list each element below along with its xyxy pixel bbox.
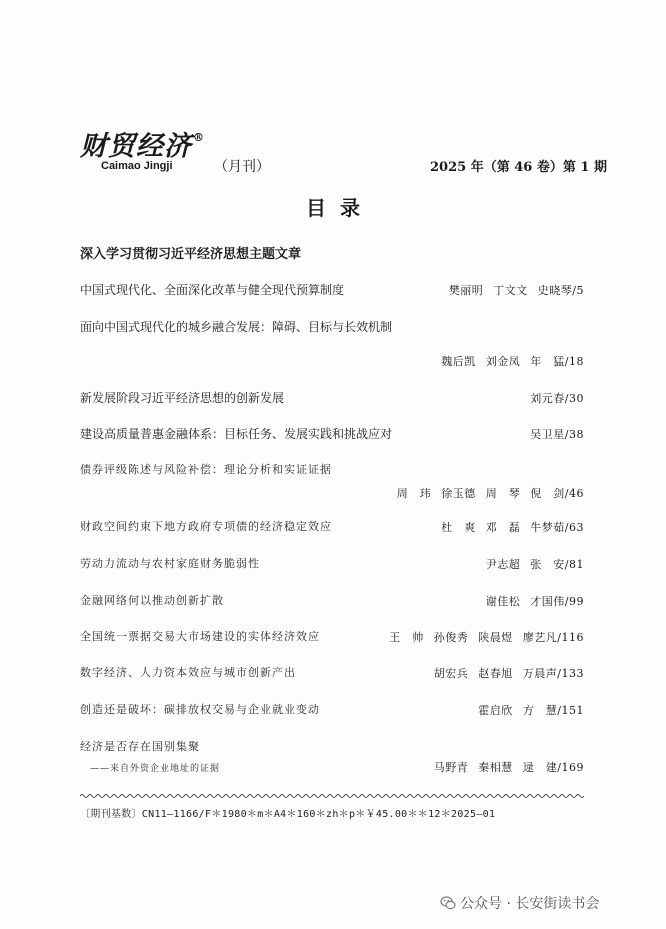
author: 吴卫星/38 — [530, 428, 584, 441]
author: 霍启欣 — [478, 704, 513, 717]
wechat-icon — [440, 895, 456, 911]
wechat-watermark — [440, 893, 599, 913]
author: 马野青 — [433, 761, 469, 774]
toc-entry-title[interactable]: 劳动力流动与农村家庭财务脆弱性 — [80, 557, 260, 570]
toc-entry-authors — [434, 665, 584, 681]
author: 才国伟/99 — [530, 595, 584, 608]
author: 尹志超 — [485, 558, 521, 571]
toc-entry-title[interactable]: 数字经济、人力资本效应与城市创新产出 — [80, 666, 296, 679]
toc-entry-authors — [397, 485, 584, 501]
toc-entry-title[interactable]: 新发展阶段习近平经济思想的创新发展 — [80, 391, 285, 405]
author: 周 琴 — [485, 487, 521, 500]
author: 王 帅 — [389, 631, 424, 644]
author: 刘元春/30 — [530, 392, 584, 405]
author: 樊丽明 — [448, 284, 484, 297]
author: 孙俊秀 — [433, 631, 469, 644]
periodical-code: 〔期刊基数〕CN11—1166/F＊1980＊m＊A4＊160＊zh＊p＊￥45.00＊＊12＊2025—01 — [80, 809, 496, 820]
toc-entry-title[interactable]: 面向中国式现代化的城乡融合发展：障碍、目标与长效机制 — [80, 320, 393, 334]
author: 刘金凤 — [485, 355, 521, 368]
toc-entry-authors — [478, 702, 584, 718]
toc-entry-authors — [530, 390, 584, 406]
toc-entry-title[interactable]: 中国式现代化、全面深化改革与健全现代预算制度 — [80, 283, 345, 297]
publication-frequency: （月刊） — [214, 159, 270, 175]
toc-entry-authors — [441, 353, 584, 369]
watermark-text: 公众号 · 长安街读书会 — [460, 896, 600, 912]
logo-text: 财贸经济 — [80, 131, 192, 162]
author: 徐玉德 — [441, 487, 476, 500]
toc-entry-authors — [486, 593, 584, 609]
toc-entry-title[interactable]: 经济是否存在国别集聚 — [80, 740, 200, 753]
issue-info: 2025 年（第 46 卷）第 1 期 — [430, 160, 607, 175]
toc-entry-authors — [389, 629, 584, 645]
author: 赵春旭 — [478, 667, 513, 680]
author: 邓 磊 — [485, 521, 521, 534]
toc-entry-authors — [530, 426, 584, 442]
author: 逯 建/169 — [522, 761, 584, 774]
author: 魏后凯 — [441, 355, 476, 368]
journal-name-pinyin: Caimao Jingji — [101, 160, 173, 172]
author: 陕晨煜 — [478, 631, 513, 644]
decorative-wavy-rule — [80, 793, 584, 799]
author: 倪 剑/46 — [530, 487, 584, 500]
toc-title: 目录 — [306, 196, 374, 220]
author: 胡宏兵 — [433, 667, 469, 680]
journal-logo — [80, 124, 205, 163]
toc-entry-authors — [434, 759, 584, 775]
toc-entry-authors — [486, 556, 584, 572]
toc-entry-subtitle: ——来自外资企业地址的证据 — [90, 764, 221, 774]
toc-entry-title[interactable]: 建设高质量普惠金融体系：目标任务、发展实践和挑战应对 — [80, 427, 393, 441]
toc-entry-title[interactable]: 金融网络何以推动创新扩散 — [80, 594, 224, 607]
author: 方 慧/151 — [522, 704, 584, 717]
toc-entry-title[interactable]: 创造还是破坏：碳排放权交易与企业就业变动 — [80, 703, 320, 716]
author: 年 猛/18 — [530, 355, 584, 368]
toc-entry-title[interactable]: 债券评级陈述与风险补偿：理论分析和实证证据 — [80, 463, 332, 476]
author: 万晨声/133 — [522, 667, 584, 680]
toc-entry-authors — [449, 282, 584, 298]
author: 丁文文 — [493, 284, 528, 297]
author: 杜 爽 — [441, 521, 476, 534]
author: 史晓琴/5 — [537, 284, 584, 297]
author: 廖艺凡/116 — [522, 631, 584, 644]
toc-entry-title[interactable]: 全国统一票据交易大市场建设的实体经济效应 — [80, 630, 320, 643]
author: 谢佳松 — [485, 595, 521, 608]
author: 周 玮 — [396, 487, 432, 500]
author: 秦相慧 — [478, 761, 513, 774]
author: 张 安/81 — [530, 558, 584, 571]
toc-entry-title[interactable]: 财政空间约束下地方政府专项债的经济稳定效应 — [80, 520, 332, 533]
registered-mark: ® — [193, 131, 205, 144]
section-heading: 深入学习贯彻习近平经济思想主题文章 — [80, 247, 302, 262]
author: 牛梦茹/63 — [530, 521, 584, 534]
toc-entry-authors — [441, 519, 584, 535]
